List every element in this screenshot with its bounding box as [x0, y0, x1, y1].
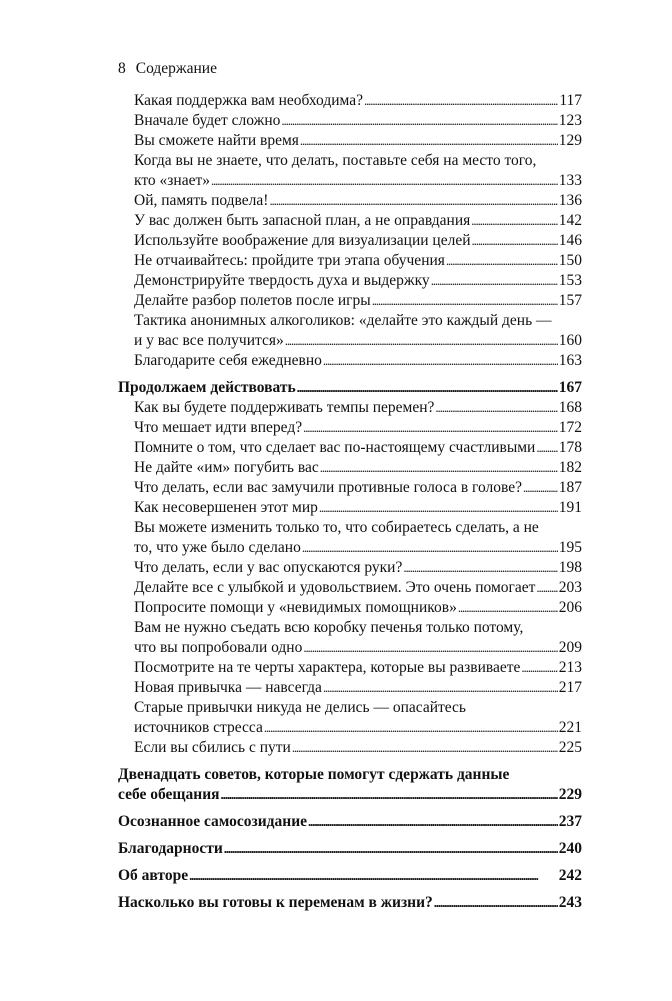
toc-entry: Демонстрируйте твердость духа и выдержку . . . 153: [134, 271, 582, 291]
toc-entry-line1: Вы можете изменить только то, что собираетесь сделать, а не: [134, 519, 539, 536]
toc-section-line1: Двенадцать советов, которые помогут сдержать данные: [118, 766, 510, 783]
toc-entry: то, что уже было сделано . . . 195: [134, 538, 582, 558]
toc-entry: Попросите помощи у «невидимых помощников» . . . 206: [134, 598, 582, 618]
toc-section: себе обещания . . . 229: [118, 785, 582, 805]
toc-entry: Как вы будете поддерживать темпы перемен? . . . 168: [134, 398, 582, 418]
toc-entry: Благодарите себя ежедневно . . . 163: [134, 351, 582, 371]
toc-entry-line1: Когда вы не знаете, что делать, поставьте себя на место того,: [134, 152, 537, 169]
toc-entry: Делайте все с улыбкой и удовольствием. Это очень помогает . . . 203: [134, 578, 582, 598]
toc-entry: Посмотрите на те черты характера, которые вы развиваете . . . 213: [134, 658, 582, 678]
toc-section: Осознанное самосозидание . . . 237: [118, 812, 582, 832]
header-title: Содержание: [135, 60, 217, 77]
toc-entry: и у вас все получится» . . . 160: [134, 331, 582, 351]
toc-entry: Что мешает идти вперед? . . . 172: [134, 418, 582, 438]
running-header: [118, 59, 217, 79]
toc-entry-line1: Вам не нужно съедать всю коробку печенья только потому,: [134, 619, 524, 636]
toc-entry: Не отчаивайтесь: пройдите три этапа обучения . . . 150: [134, 251, 582, 271]
toc-entry: Вначале будет сложно . . . 123: [134, 111, 582, 131]
toc-section: Об авторе . . . 242: [118, 866, 582, 886]
toc-entry: Новая привычка — навсегда . . . 217: [134, 678, 582, 698]
toc-entry: Помните о том, что сделает вас по-настоящему счастливыми . . . 178: [134, 438, 582, 458]
toc-section: Благодарности . . . 240: [118, 839, 582, 859]
toc-entry: Ой, память подвела! . . . 136: [134, 191, 582, 211]
toc-entry: Вы сможете найти время . . . 129: [134, 131, 582, 151]
toc-entry-line1: Тактика анонимных алкоголиков: «делайте это каждый день —: [134, 312, 552, 329]
toc-section: Насколько вы готовы к переменам в жизни? . . . 243: [118, 893, 582, 913]
toc-entry: Не дайте «им» погубить вас . . . 182: [134, 458, 582, 478]
page-number: 8: [118, 60, 126, 77]
toc-entry: У вас должен быть запасной план, а не оправдания . . . 142: [134, 211, 582, 231]
toc-entry: Если вы сбились с пути . . . 225: [134, 738, 582, 758]
toc-entry: что вы попробовали одно . . . 209: [134, 638, 582, 658]
toc-entry: источников стресса . . . 221: [134, 718, 582, 738]
toc-entry: Используйте воображение для визуализации целей . . . 146: [134, 231, 582, 251]
toc-entry: кто «знает» . . . 133: [134, 171, 582, 191]
toc-entry: Что делать, если вас замучили противные голоса в голове? . . . 187: [134, 478, 582, 498]
toc-entry: Делайте разбор полетов после игры . . . 157: [134, 291, 582, 311]
toc-section: Продолжаем действовать . . . 167: [118, 378, 582, 398]
toc-entry: Какая поддержка вам необходима? . . . 117: [134, 91, 582, 111]
toc-entry: Как несовершенен этот мир . . . 191: [134, 498, 582, 518]
toc-entry: Что делать, если у вас опускаются руки? . . . 198: [134, 558, 582, 578]
toc-entry-line1: Старые привычки никуда не делись — опасайтесь: [134, 699, 466, 716]
